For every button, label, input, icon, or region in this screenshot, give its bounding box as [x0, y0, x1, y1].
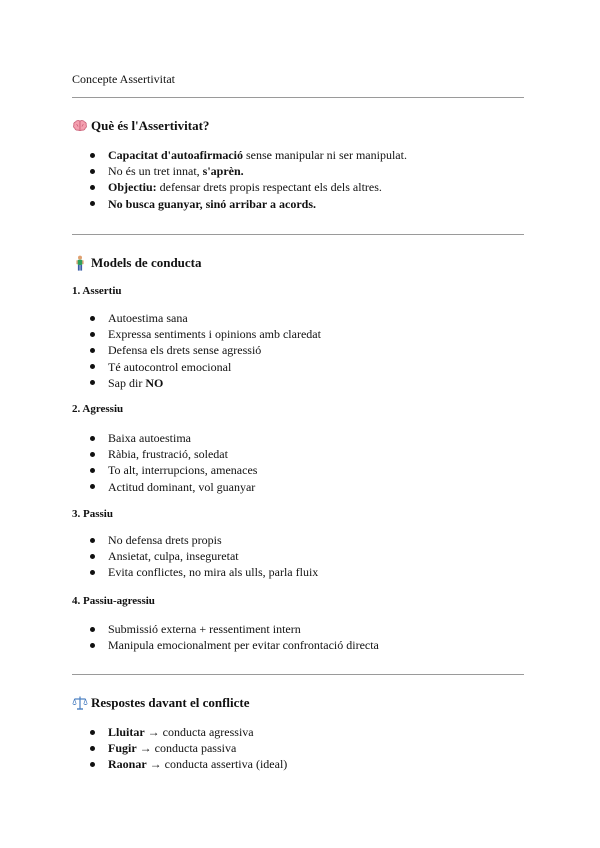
bullet	[90, 452, 95, 457]
respostes-list	[0, 724, 287, 773]
list-item: Manipula emocionalment per evitar confrontació directa	[0, 637, 379, 653]
section-heading-assertivitat	[72, 118, 209, 134]
bullet	[90, 746, 95, 751]
bullet	[90, 364, 95, 369]
bullet	[90, 762, 95, 767]
bullet	[90, 627, 95, 632]
bullet	[90, 316, 95, 321]
bullet	[90, 484, 95, 489]
divider	[72, 97, 524, 98]
bullet	[90, 332, 95, 337]
divider	[72, 674, 524, 675]
list-item: Raonar → conducta assertiva (ideal)	[0, 756, 287, 772]
list-item: To alt, interrupcions, amenaces	[0, 462, 257, 478]
bullet	[90, 468, 95, 473]
list-item: Ràbia, frustració, soledat	[0, 446, 257, 462]
list-item: No busca guanyar, sinó arribar a acords.	[0, 196, 407, 212]
bullet	[90, 730, 95, 735]
bullet	[90, 570, 95, 575]
passiu-list	[0, 532, 318, 581]
bullet	[90, 436, 95, 441]
bullet	[90, 380, 95, 385]
assertiu-list	[0, 310, 321, 391]
list-item: Té autocontrol emocional	[0, 359, 321, 375]
divider	[72, 234, 524, 235]
list-item: Baixa autoestima	[0, 430, 257, 446]
section-title: Respostes davant el conflicte	[91, 695, 250, 710]
list-item: No és un tret innat, s'aprèn.	[0, 163, 407, 179]
bullet	[90, 201, 95, 206]
passiu-agressiu-list	[0, 621, 379, 653]
section-heading-respostes	[72, 695, 250, 711]
bullet	[90, 153, 95, 158]
list-item: Expressa sentiments i opinions amb claredat	[0, 326, 321, 342]
list-item: Sap dir NO	[0, 375, 321, 391]
list-item: Ansietat, culpa, inseguretat	[0, 548, 318, 564]
section-title: Models de conducta	[91, 255, 202, 270]
bullet	[90, 643, 95, 648]
bullet	[90, 348, 95, 353]
section-heading-models	[72, 255, 202, 271]
bullet	[90, 538, 95, 543]
list-item: No defensa drets propis	[0, 532, 318, 548]
bullet	[90, 554, 95, 559]
subsection-title-agressiu: 2. Agressiu	[72, 403, 124, 415]
subsection-title-passiu: 3. Passiu	[72, 508, 113, 520]
document-title: Concepte Assertivitat	[72, 72, 175, 86]
list-item: Objectiu: defensar drets propis respectant els dels altres.	[0, 179, 407, 195]
person-icon	[72, 255, 88, 271]
section-title: Què és l'Assertivitat?	[91, 118, 210, 133]
list-item: Evita conflictes, no mira als ulls, parla fluix	[0, 564, 318, 580]
bullet	[90, 185, 95, 190]
list-item: Defensa els drets sense agressió	[0, 342, 321, 358]
subsection-title-passiu-agressiu: 4. Passiu-agressiu	[72, 595, 155, 607]
assertivitat-list	[0, 147, 407, 212]
agressiu-list	[0, 430, 257, 495]
bullet	[90, 169, 95, 174]
subsection-title-assertiu: 1. Assertiu	[72, 285, 122, 297]
list-item: Submissió externa + ressentiment intern	[0, 621, 379, 637]
list-item: Autoestima sana	[0, 310, 321, 326]
list-item: Actitud dominant, vol guanyar	[0, 479, 257, 495]
brain-icon	[72, 118, 88, 134]
list-item: Lluitar → conducta agressiva	[0, 724, 287, 740]
list-item: Fugir → conducta passiva	[0, 740, 287, 756]
list-item: Capacitat d'autoafirmació sense manipular ni ser manipulat.	[0, 147, 407, 163]
balance-scale-icon	[72, 695, 88, 711]
